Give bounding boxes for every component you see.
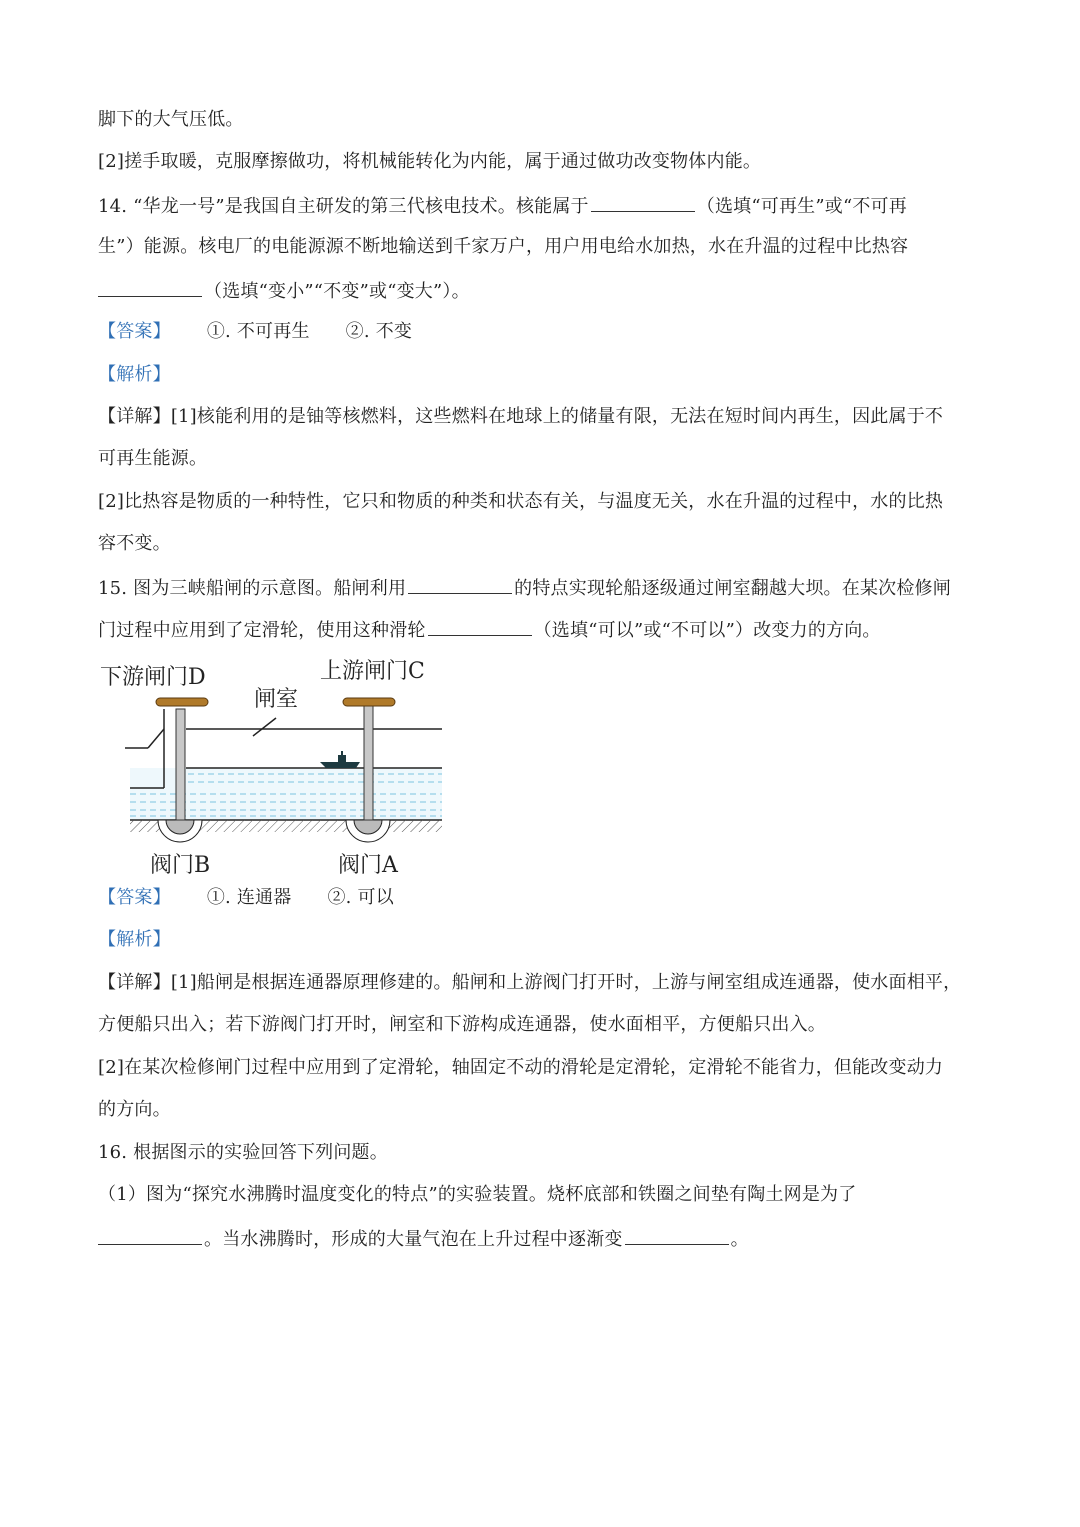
question-text: 的特点实现轮船逐级通过闸室翻越大坝。在某次检修闸 <box>514 578 951 599</box>
question-text: 。 <box>730 1229 749 1250</box>
question-14 <box>98 193 907 219</box>
answer-1: ①. 不可再生 <box>206 321 310 342</box>
question-text: （选填“变小”“不变”或“变大”）。 <box>204 281 470 302</box>
answer-blank <box>591 193 695 212</box>
detail-label: 【详解】 <box>98 972 171 993</box>
text-line: （1）图为“探究水沸腾时温度变化的特点”的实验装置。烧杯底部和铁圈之间垫有陶土网是为了 <box>98 1184 857 1205</box>
text-line: [2]搓手取暖，克服摩擦做功，将机械能转化为内能，属于通过做功改变物体内能。 <box>98 151 762 172</box>
answer-2: ②. 可以 <box>327 887 394 908</box>
detail-line <box>98 971 961 995</box>
question-text: 14. “华龙一号”是我国自主研发的第三代核电技术。核能属于 <box>98 196 589 217</box>
text-line: 生”）能源。核电厂的电能源源不断地输送到千家万户，用户用电给水加热，水在升温的过程中比热容 <box>98 236 909 257</box>
text-line: 方便船只出入；若下游阀门打开时，闸室和下游构成连通器，使水面相平，方便船只出入。 <box>98 1014 826 1035</box>
answer-blank <box>98 278 202 297</box>
question-text: 15. 图为三峡船闸的示意图。船闸利用 <box>98 578 407 599</box>
question-text: 门过程中应用到了定滑轮，使用这种滑轮 <box>98 620 426 641</box>
gate-d-label: 下游闸门D <box>100 665 206 690</box>
answer-2: ②. 不变 <box>345 321 413 342</box>
question-15 <box>98 575 951 601</box>
detail-line <box>98 405 943 429</box>
text-line <box>98 617 881 643</box>
text-line: 的方向。 <box>98 1099 171 1120</box>
question-text: （选填“可再生”或“不可再 <box>696 196 907 217</box>
answer-label: 【答案】 <box>98 321 171 342</box>
valve-a-label: 阀门A <box>338 853 398 878</box>
question-text: （选填“可以”或“不可以”）改变力的方向。 <box>533 620 881 641</box>
ship-lock-diagram <box>98 652 458 878</box>
ship-icon <box>320 751 360 768</box>
text-line: 容不变。 <box>98 533 171 554</box>
question-16: 16. 根据图示的实验回答下列问题。 <box>98 1142 388 1163</box>
text-line: 脚下的大气压低。 <box>98 109 244 130</box>
gate-c-label: 上游闸门C <box>320 659 425 684</box>
answer-1: ①. 连通器 <box>206 887 292 908</box>
question-text: 。当水沸腾时，形成的大量气泡在上升过程中逐渐变 <box>204 1229 623 1250</box>
chamber-label: 闸室 <box>254 687 299 712</box>
text-line: [2]比热容是物质的一种特性，它只和物质的种类和状态有关，与温度无关，水在升温的过程中，水的比热 <box>98 491 944 512</box>
answer-blank <box>408 575 512 594</box>
detail-text: [1]船闸是根据连通器原理修建的。船闸和上游阀门打开时，上游与闸室组成连通器，使水面相平， <box>170 972 962 993</box>
answer-14 <box>98 320 412 344</box>
valve-a-icon <box>346 820 390 842</box>
text-line: 可再生能源。 <box>98 448 208 469</box>
detail-label: 【详解】 <box>98 406 171 427</box>
answer-blank <box>98 1226 202 1245</box>
text-line <box>98 278 470 304</box>
text-line <box>98 1226 749 1252</box>
detail-text: [1]核能利用的是铀等核燃料，这些燃料在地球上的储量有限，无法在短时间内再生，因此属于不 <box>170 406 944 427</box>
answer-15 <box>98 886 394 910</box>
analysis-label: 【解析】 <box>98 364 171 385</box>
text-line: [2]在某次检修闸门过程中应用到了定滑轮，轴固定不动的滑轮是定滑轮，定滑轮不能省力，但能改变动力 <box>98 1057 944 1078</box>
valve-b-label: 阀门B <box>150 853 211 878</box>
answer-blank <box>428 617 532 636</box>
answer-blank <box>625 1226 729 1245</box>
answer-label: 【答案】 <box>98 887 171 908</box>
valve-b-icon <box>158 820 202 842</box>
analysis-label: 【解析】 <box>98 929 171 950</box>
